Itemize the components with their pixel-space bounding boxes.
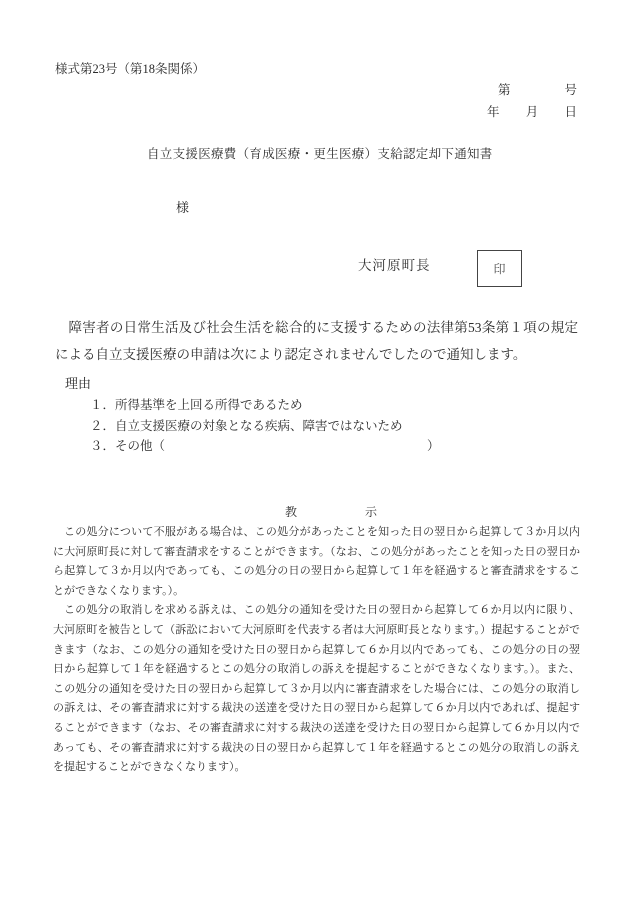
reason-other-blank — [165, 449, 427, 450]
guidance-text-block — [53, 523, 580, 778]
guidance-heading-second-char: 示 — [364, 505, 377, 519]
reasons-list — [90, 395, 510, 457]
date-line — [487, 105, 577, 120]
reason-item-1: １．所得基準を上回る所得であるため — [90, 398, 303, 412]
reasons-label: 理由 — [65, 376, 92, 391]
date-day-label: 日 — [564, 105, 577, 119]
doc-number-suffix: 号 — [564, 83, 577, 97]
date-year-label: 年 — [487, 105, 500, 119]
document-title: 自立支援医療費（育成医療・更生医療）支給認定却下通知書 — [147, 147, 493, 161]
guidance-paragraph-2: この処分の取消しを求める訴えは、この処分の通知を受けた日の翌日から起算して６か月以内に限り、大河原町を被告として（訴訟において大河原町を代表する者は大河原町長となります。）提起することができます（なお、この処分の通知を受けた日の翌日から起算して６か月以内であっても、この処分の日の翌日から起算して１年を経過するとこの処分の取消しの訴えを提起することができなくなります。）。また、この処分の通知を受けた日の翌日から起算して３か月以内に審査請求をした場合には、この処分の取消しの訴えは、その審査請求に対する裁決の送達を受けた日の翌日から起算して６か月以内であれば、提起することができます（なお、その審査請求に対する裁決の送達を受けた日の翌日から起算して６か月以内であっても、その審査請求に対する裁決の日の翌日から起算して１年を経過するとこの処分の取消しの訴えを提起することができなくなります）。 — [53, 604, 580, 774]
body-paragraph: 障害者の日常生活及び社会生活を総合的に支援するための法律第53条第１項の規定による自立支援医療の申請は次により認定されませんでしたので通知します。 — [55, 320, 578, 362]
doc-number-prefix: 第 — [498, 83, 511, 97]
reason-item-2: ２．自立支援医療の対象となる疾病、障害ではないため — [90, 418, 403, 433]
addressee-honorific: 様 — [176, 200, 190, 215]
doc-number-line — [498, 83, 577, 98]
guidance-heading-first-char: 教 — [285, 505, 298, 519]
reason-item-3-suffix: ） — [427, 439, 440, 453]
reason-item-3 — [90, 436, 510, 457]
date-month-label: 月 — [525, 105, 539, 119]
sender-name: 大河原町長 — [358, 258, 431, 273]
form-number-label: 様式第23号（第18条関係） — [55, 62, 206, 76]
reason-item-3-prefix: ３．その他（ — [90, 439, 166, 453]
seal-box — [477, 250, 522, 287]
guidance-paragraph-1: この処分について不服がある場合は、この処分があったことを知った日の翌日から起算して３か月以内に大河原町長に対して審査請求をすることができます。（なお、この処分があったことを知った日の翌日から起算して３か月以内であっても、この処分の日の翌日から起算して１年を経過すると審査請求をすることができなくなります。）。 — [53, 526, 580, 597]
guidance-heading — [285, 505, 377, 519]
seal-label: 印 — [493, 262, 506, 276]
